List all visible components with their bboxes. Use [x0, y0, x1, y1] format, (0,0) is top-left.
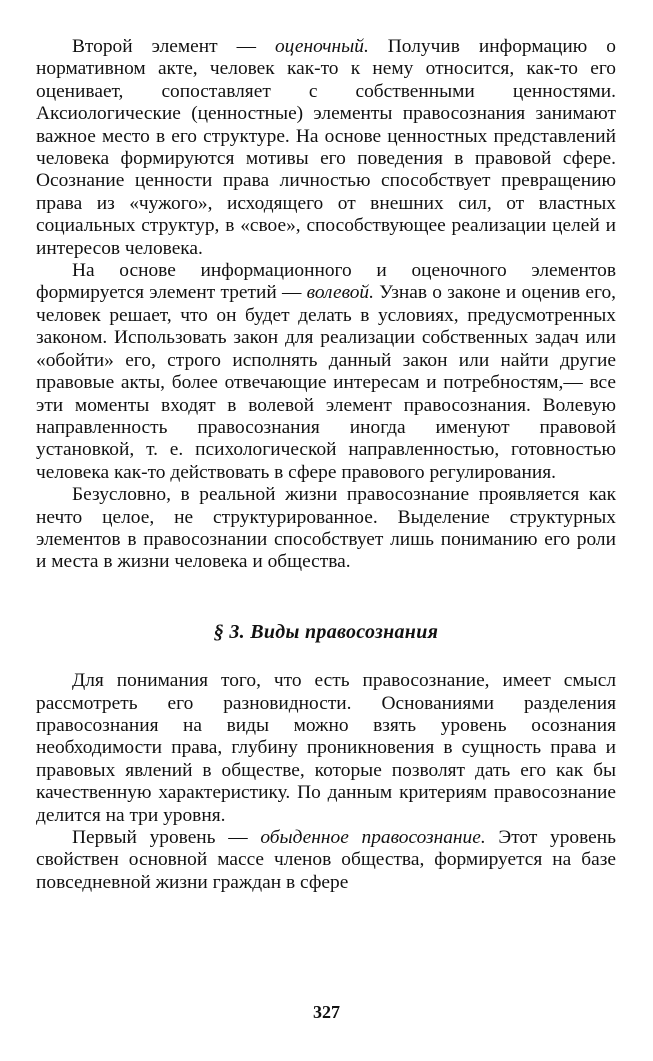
- text-run: Первый уровень —: [72, 827, 261, 848]
- paragraph-types-intro: [36, 670, 616, 827]
- text-run: Безусловно, в реальной жизни правосознание проявляется как нечто целое, не структурированное. Выделение структурных элементов в правосознании способствует лишь пониманию его роли и места в жизни человека и общества.: [36, 484, 616, 573]
- emphasis-term: обыденное правосознание.: [260, 827, 486, 848]
- text-run: На основе информационного и оценочного элементов формируется элемент третий —: [36, 260, 616, 304]
- page-body: [36, 36, 616, 894]
- text-run: Узнав о законе и оценив его, человек решает, что он будет делать в условиях, предусмотренных законом. Использовать закон для реализации собственных задач или «обойти» его, строго исполнять данный закон или найти другие правовые акты, более отвечающие интересам и потребностям,— все эти моменты входят в волевой элемент правосознания. Волевую направленность правосознания иногда именуют правовой установкой, т. е. психологической направленностью, готовностью человека как-то действовать в сфере правового регулирования.: [36, 282, 616, 483]
- section-heading: § 3. Виды правосознания: [213, 620, 439, 643]
- text-run: Получив информацию о нормативном акте, человек как-то к нему относится, как-то его оценивает, сопоставляет с собственными ценностями. Аксиологические (ценностные) элементы правосознания занимают важное место в его структуре. На основе ценностных представлений человека формируются мотивы его поведения в правовой сфере. Осознание ценности права личностью способствует превращению права из «чужого», исходящего от внешних сил, от властных социальных структур, в «свое», способствующее реализации целей и интересов человека.: [36, 36, 616, 259]
- paragraph-volitional-element: [36, 260, 616, 484]
- paragraph-first-level: [36, 827, 616, 894]
- text-run: Второй элемент —: [72, 36, 275, 57]
- paragraph-structure-summary: [36, 484, 616, 574]
- text-run: Для понимания того, что есть правосознание, имеет смысл рассмотреть его разновидности. Основаниями разделения правосознания на виды можно взять уровень осознания необходимости права, глубину проникновения в сущность права и правовых явлений в обществе, которые позволят дать его как бы качественную характеристику. По данным критериям правосознание делится на три уровня.: [36, 670, 616, 826]
- text-run: Этот уровень свойствен основной массе членов общества, формируется на базе повседневной жизни граждан в сфере: [36, 827, 616, 893]
- page-number: 327: [313, 1002, 340, 1022]
- emphasis-term: волевой.: [306, 282, 374, 304]
- emphasis-term: оценочный.: [274, 36, 369, 57]
- paragraph-evaluative-element: [36, 36, 616, 260]
